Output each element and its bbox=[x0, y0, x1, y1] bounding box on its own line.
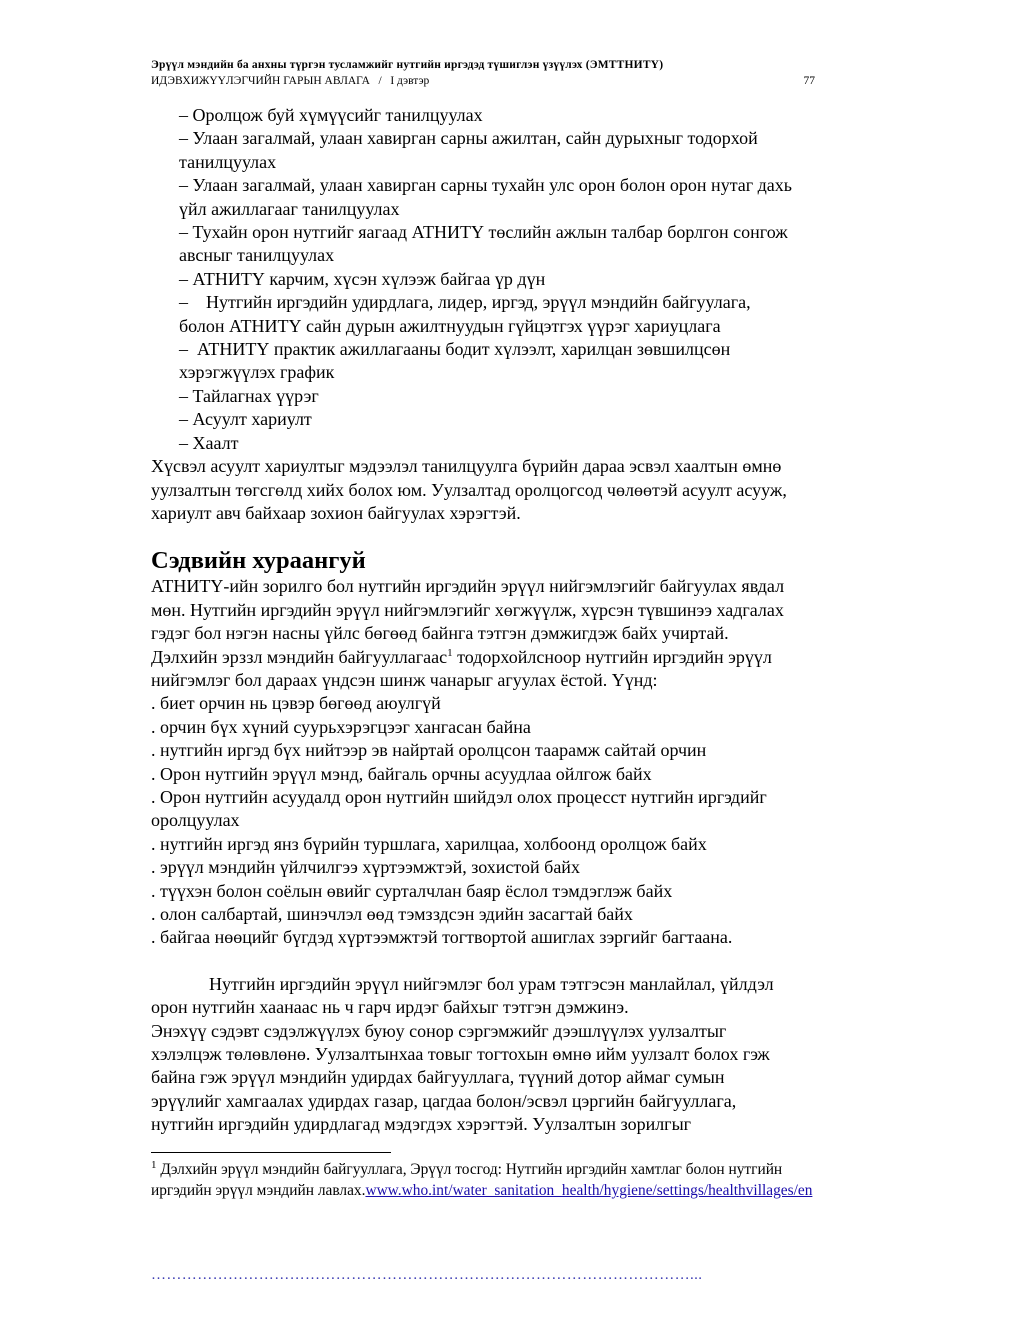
agenda-item bbox=[179, 104, 876, 127]
footnote-ref[interactable]: 1 bbox=[447, 646, 453, 659]
page-number: 77 bbox=[803, 75, 815, 87]
footnote-text: иргэдийн эрүүл мэндийн лавлах. bbox=[151, 1182, 366, 1199]
paragraph-summary bbox=[151, 575, 876, 692]
footnote-line bbox=[151, 1180, 891, 1201]
agenda-list bbox=[151, 104, 876, 455]
list-item-line: . Орон нутгийн эрүүл мэнд, байгаль орчны асуудлаа ойлгож байх bbox=[151, 763, 652, 784]
agenda-item bbox=[179, 432, 876, 455]
list-item-line: – Оролцож буй хүмүүсийг танилцуулах bbox=[179, 105, 483, 125]
dotted-footer-line: ……………………………………………………………………………………………... bbox=[151, 1267, 703, 1283]
text-line: гэдэг бол нэгэн насны үйлс бөгөөд байнга тэтгэн дэмжигдэж байх учиртай. bbox=[151, 623, 729, 644]
characteristic-item bbox=[151, 926, 876, 949]
text-line: АТНИТҮ-ийн зорилго бол нутгийн иргэдийн эрүүл нийгэмлэгийг байгуулах явдал bbox=[151, 576, 785, 597]
list-item-line: хэрэгжүүлэх график bbox=[179, 362, 335, 383]
footnote-number: 1 bbox=[151, 1158, 157, 1171]
list-item-line: . Орон нутгийн асуудалд орон нутгийн шийдэл олох процесст нутгийн иргэдийг bbox=[151, 786, 767, 807]
body-text bbox=[151, 104, 876, 1137]
characteristic-item bbox=[151, 763, 876, 786]
footnote-link[interactable]: www.who.int/water_sanitation_health/hygiene/settings/healthvillages/en bbox=[365, 1182, 813, 1199]
list-item-line: – Хаалт bbox=[179, 432, 239, 453]
agenda-item bbox=[179, 268, 876, 291]
characteristic-item bbox=[151, 786, 876, 833]
footnote-text: Дэлхийн эрүүл мэндийн байгууллага, Эрүүл тосгод: Нутгийн иргэдийн хамтлаг болон нутгийн bbox=[156, 1161, 783, 1178]
paragraph-qa-note bbox=[151, 455, 876, 525]
text-span: тодорхойлсноор нутгийн иргэдийн эрүүл bbox=[452, 646, 772, 667]
characteristic-item bbox=[151, 880, 876, 903]
list-item-line: . нутгийн иргэд бүх нийтээр эв найртай оролцсон таарамж сайтай орчин bbox=[151, 740, 707, 761]
agenda-item bbox=[179, 338, 876, 385]
text-line: мөн. Нутгийн иргэдийн эрүүл нийгэмлэгийг хөгжүүлж, хүрсэн түвшинээ хадгалах bbox=[151, 599, 784, 620]
footnote bbox=[151, 1159, 891, 1201]
agenda-item bbox=[179, 221, 876, 268]
paragraph-meeting bbox=[151, 1020, 876, 1137]
agenda-item bbox=[179, 408, 876, 431]
characteristic-item bbox=[151, 903, 876, 926]
list-item-line: – Асуулт хариулт bbox=[179, 409, 312, 430]
running-header-title: Эрүүл мэндийн ба анхны түргэн тусламжийг нутгийн иргэдэд түшиглэн үзүүлэх (ЭМТТНИТҮ) bbox=[151, 59, 664, 71]
footnote-line bbox=[151, 1159, 891, 1180]
list-item-line: – Нутгийн иргэдийн удирдлага, лидер, иргэд, эрүүл мэндийн байгуулага, bbox=[179, 292, 751, 313]
characteristic-item bbox=[151, 833, 876, 856]
list-item-line: болон АТНИТҮ сайн дурын ажилтнуудын гүйцэтгэх үүрэг хариуцлага bbox=[179, 315, 721, 336]
list-item-line: . байгаа нөөцийг бүгдэд хүртээмжтэй тогтвортой ашиглах зэргийг багтаана. bbox=[151, 927, 733, 948]
list-item-line: . олон салбартай, шинэчлэл өөд тэмзздсэн эдийн засагтай байх bbox=[151, 904, 633, 924]
text-line: Нутгийн иргэдийн эрүүл нийгэмлэг бол урам тэтгэсэн манлайлал, үйлдэл bbox=[209, 973, 774, 994]
spacer bbox=[151, 950, 876, 973]
list-item-line: . нутгийн иргэд янз бүрийн туршлага, харилцаа, холбоонд оролцож байх bbox=[151, 833, 707, 854]
list-item-line: . орчин бүх хүний суурьхэрэгцээг хангасан байна bbox=[151, 716, 531, 737]
text-line: нийгэмлэг бол дараах үндсэн шинж чанарыг агуулах ёстой. Үүнд: bbox=[151, 669, 658, 690]
text-line-with-footnote-ref bbox=[151, 646, 876, 669]
text-line: Хүсвэл асуулт хариултыг мэдээлэл танилцуулга бүрийн дараа эсвэл хаалтын өмнө bbox=[151, 456, 782, 477]
agenda-item bbox=[179, 385, 876, 408]
agenda-item bbox=[179, 174, 876, 221]
list-item-line: . биет орчин нь цэвэр бөгөөд аюулгүй bbox=[151, 693, 441, 714]
list-item-line: танилцуулах bbox=[179, 151, 277, 172]
characteristic-item bbox=[151, 716, 876, 739]
list-item-line: – АТНИТҮ практик ажиллагааны бодит хүлээлт, харилцан зөвшилцсөн bbox=[179, 339, 731, 360]
text-line: байна гэж эрүүл мэндийн удирдах байгууллага, түүний дотор аймаг сумын bbox=[151, 1067, 725, 1088]
list-item-line: авсныг танилцуулах bbox=[179, 245, 335, 266]
text-line: нутгийн иргэдийн удирдлагад мэдэгдэх хэрэгтэй. Уулзалтын зорилгыг bbox=[151, 1114, 692, 1135]
paragraph-leadership bbox=[151, 973, 876, 1020]
agenda-item bbox=[179, 291, 876, 338]
section-heading: Сэдвийн хураангуй bbox=[151, 547, 366, 575]
list-item-line: – АТНИТҮ карчим, хүсэн хүлээж байгаа үр дүн bbox=[179, 268, 546, 289]
text-line: хэлэлцэж төлөвлөнө. Уулзалтынхаа товыг тогтохын өмнө ийм уулзалт болох гэж bbox=[151, 1044, 770, 1065]
list-item-line: – Улаан загалмай, улаан хавирган сарны ажилтан, сайн дурыхныг тодорхой bbox=[179, 128, 758, 149]
text-line: эрүүлийг хамгаалах удирдах газар, цагдаа болон/эсвэл цэргийн байгууллага, bbox=[151, 1090, 737, 1111]
characteristic-item bbox=[151, 856, 876, 879]
list-item-line: – Тайлагнах үүрэг bbox=[179, 385, 319, 406]
characteristic-item bbox=[151, 692, 876, 715]
characteristics-list bbox=[151, 692, 876, 949]
footnote-separator bbox=[151, 1152, 391, 1153]
list-item-line: – Тухайн орон нутгийг яагаад АТНИТҮ төслийн ажлын талбар борлгон сонгож bbox=[179, 222, 788, 243]
list-item-line: . эрүүл мэндийн үйлчилгээ хүртээмжтэй, зохистой байх bbox=[151, 857, 580, 878]
list-item-line: . түүхэн болон соёлын өвийг сурталчлан баяр ёслол тэмдэглэж байх bbox=[151, 880, 673, 901]
text-line: хариулт авч байхаар зохион байгуулах хэрэгтэй. bbox=[151, 502, 521, 523]
text-line: орон нутгийн хаанаас нь ч гарч ирдэг байхыг тэтгэн дэмжинэ. bbox=[151, 997, 629, 1018]
list-item-line: оролцуулах bbox=[151, 810, 240, 831]
list-item-line: үйл ажиллагааг танилцуулах bbox=[179, 198, 400, 219]
agenda-item bbox=[179, 127, 876, 174]
text-line: уулзалтын төгсгөлд хийх болох юм. Уулзалтад оролцогсод чөлөөтэй асуулт асууж, bbox=[151, 479, 787, 500]
text-span: Дэлхийн эрззл мэндийн байгууллагаас bbox=[151, 646, 448, 667]
text-line: Энэхүү сэдэвт сэдэлжүүлэх буюу сонор сэргэмжийг дээшлүүлэх уулзалтыг bbox=[151, 1020, 727, 1041]
characteristic-item bbox=[151, 739, 876, 762]
running-header-subtitle bbox=[151, 75, 815, 87]
manual-volume-label: ИДЭВХИЖҮҮЛЭГЧИЙН ГАРЫН АВЛАГА / I дэвтэр bbox=[151, 75, 430, 87]
list-item-line: – Улаан загалмай, улаан хавирган сарны тухайн улс орон болон орон нутаг дахь bbox=[179, 175, 793, 196]
